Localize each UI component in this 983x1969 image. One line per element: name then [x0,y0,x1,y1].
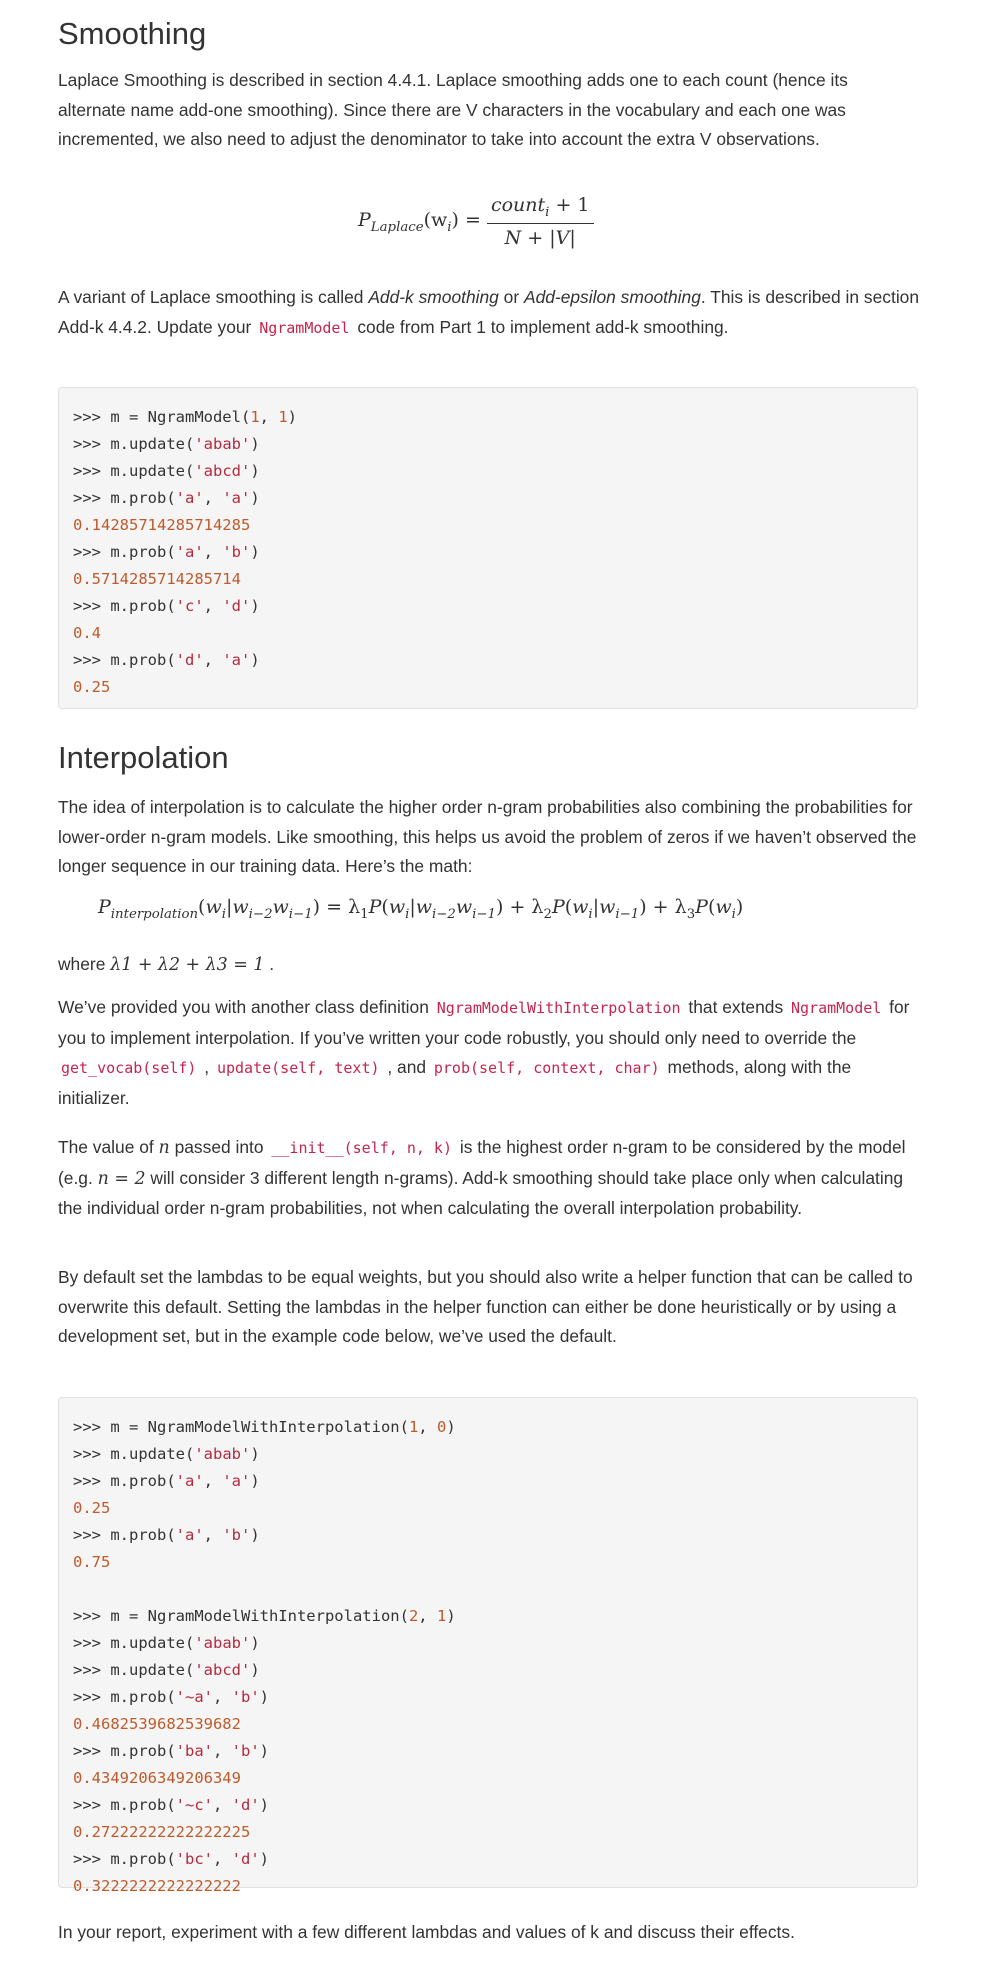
add-k-text-d: code from Part 1 to implement add-k smoothing. [352,316,729,337]
code-prompt: >>> [73,543,111,561]
code-text: ) [250,543,260,561]
code-prompt: >>> [73,435,111,453]
code-text: ) [250,651,260,669]
code-string: 'b' [222,1526,251,1544]
n-value-text-d: will consider 3 different length n-grams). Add-k smoothing should take place only when calculating the individual order n-gram probabilities, not when calculating the overall interpolation probability. [58,1167,904,1218]
code-text: ) [259,1796,269,1814]
code-text: m.prob( [110,1526,176,1544]
interpolation-formula-sub: interpolation [110,906,199,922]
add-k-emphasis: Add-k smoothing [368,287,499,307]
code-text: ) [250,1526,260,1544]
code-string: '~a' [175,1688,213,1706]
class-def-text-e: , and [382,1057,431,1077]
code-text: ) [250,1661,260,1679]
code-input-line [73,1684,903,1711]
code-input-line [73,404,903,431]
code-text: m.update( [110,1445,195,1463]
laplace-lhs-open: (w [423,209,448,232]
code-text: , [212,1850,232,1868]
code-text: m = NgramModel( [110,408,251,426]
code-input-line [73,1414,903,1441]
code-text: m.update( [110,462,195,480]
code-input-line [73,1441,903,1468]
code-input-line [73,1603,903,1630]
code-text: ) [250,1445,260,1463]
code-text: ) [250,462,260,480]
code-input-line [73,1738,903,1765]
code-number: 1 [250,408,260,426]
code-input-line [73,1468,903,1495]
code-text: ) [259,1850,269,1868]
code-prompt: >>> [73,1688,111,1706]
code-prompt: >>> [73,1526,111,1544]
lambdas-default-paragraph: By default set the lambdas to be equal weights, but you should also write a helper function that can be called to overwrite this default. Setting the lambdas in the helper function can either be done heuristically or by using a development set, but in the example code below, we’ve used the default. [58,1267,913,1346]
code-string: 'a' [222,489,251,507]
laplace-lhs-sub: Laplace [370,220,424,236]
add-k-text-b: or [498,287,524,307]
code-prompt: >>> [73,1742,111,1760]
laplace-fraction [487,194,594,249]
code-string: 'd' [175,651,204,669]
lambda-sum-equation: λ1 + λ2 + λ3 = 1 [110,955,265,975]
code-text: , [212,1796,232,1814]
inline-code-interpolation-class: NgramModelWithInterpolation [436,999,681,1017]
class-def-text-b: that extends [683,997,788,1017]
code-string: 'd' [231,1796,260,1814]
code-text: , [212,1742,232,1760]
lambda-constraint-line [58,950,920,981]
class-definition-paragraph [58,993,920,1113]
code-text: ) [259,1688,269,1706]
inline-code-init: __init__(self, n, k) [271,1139,452,1157]
where-end: . [264,954,275,974]
section-heading-smoothing: Smoothing [58,16,207,51]
closing-paragraph: In your report, experiment with a few different lambdas and values of k and discuss their effects. [58,1922,795,1942]
add-epsilon-emphasis: Add-epsilon smoothing [523,287,701,307]
code-input-line [73,485,903,512]
code-string: 'c' [175,597,204,615]
code-text: m.prob( [110,597,176,615]
code-block-smoothing-example [58,387,918,709]
code-text: m.update( [110,1661,195,1679]
code-output-line: 0.4 [73,624,101,642]
code-text: , [418,1418,437,1436]
code-text: , [212,1688,232,1706]
laplace-numerator-sub: i [545,204,550,220]
inline-code-prob: prob(self, context, char) [433,1059,660,1077]
class-def-text-d: , [199,1057,214,1077]
code-string: 'a' [175,1526,204,1544]
code-text: , [418,1607,437,1625]
code-string: 'abab' [194,435,251,453]
code-string: 'a' [175,1472,204,1490]
code-output-line: 0.4349206349206349 [73,1769,241,1787]
code-text: m.prob( [110,1742,176,1760]
code-text: , [203,543,223,561]
inline-code-ngrammodel: NgramModel [790,999,882,1017]
code-text: m.prob( [110,1688,176,1706]
class-def-text-a: We’ve provided you with another class definition [58,997,434,1017]
smoothing-intro-paragraph: Laplace Smoothing is described in section 4.4.1. Laplace smoothing adds one to each count (hence its alternate name add-one smoothing). Since there are V characters in the vocabulary and each one was incremented, we also need to adjust the denominator to take into account the extra V observations. [58,70,848,149]
code-text: ) [250,489,260,507]
code-prompt: >>> [73,597,111,615]
code-number: 1 [436,1607,447,1625]
code-prompt: >>> [73,489,111,507]
code-text: m.prob( [110,1472,176,1490]
inline-code-update: update(self, text) [216,1059,380,1077]
code-input-line [73,1522,903,1549]
code-text: m.prob( [110,1796,176,1814]
code-output-line: 0.3222222222222222 [73,1877,241,1895]
interpolation-intro-paragraph: The idea of interpolation is to calculate the higher order n-gram probabilities also combining the probabilities for lower-order n-gram models. Like smoothing, this helps us avoid the problem of zeros if we haven’t observed the longer sequence in our training data. Here’s the math: [58,797,917,876]
code-text: , [203,1526,223,1544]
code-text: m.prob( [110,1850,176,1868]
code-output-line: 0.4682539682539682 [73,1715,241,1733]
code-text: ) [250,435,260,453]
code-input-line [73,647,903,674]
code-block-interpolation-example [58,1397,918,1895]
n-equals-2: n = 2 [97,1168,146,1189]
code-prompt: >>> [73,1850,111,1868]
code-text: m = NgramModelWithInterpolation( [110,1418,409,1436]
n-value-text-c: is the highest order n-gram to be considered by the model (e.g. [58,1137,906,1188]
code-input-line [73,539,903,566]
class-def-text-f: methods, along with the initializer. [58,1057,852,1108]
code-string: 'd' [231,1850,260,1868]
code-string: 'a' [222,1472,251,1490]
code-number: 1 [408,1418,419,1436]
code-string: 'a' [222,651,251,669]
code-output-line: 0.14285714285714285 [73,516,251,534]
code-number: 0 [436,1418,447,1436]
code-string: 'd' [222,597,251,615]
code-text: , [203,651,223,669]
code-prompt: >>> [73,1796,111,1814]
code-string: '~c' [175,1796,213,1814]
code-text: ) [446,1607,456,1625]
code-output-line: 0.75 [73,1553,111,1571]
add-k-paragraph [58,283,920,343]
interpolation-formula: $P_{interpolation}(w_i|w_{i-2}w_{i-1}) = \lambda_1P(w_i|w_{i-2}w_{i-1}) + \lambda_2P(w_i|w_{i-1}) + \lambda_3P(w_i)$ [98,896,744,922]
code-string: 'bc' [175,1850,213,1868]
code-text: ) [250,1472,260,1490]
code-string: 'b' [231,1742,260,1760]
laplace-lhs-arg-sub: i [447,220,452,236]
inline-code-ngrammodel: NgramModel [259,318,350,337]
code-text: m.prob( [110,489,176,507]
code-text: ) [259,1742,269,1760]
code-output-line: 0.27222222222222225 [73,1823,251,1841]
code-string: 'a' [175,489,204,507]
code-output-line: 0.25 [73,1499,111,1517]
n-value-paragraph [58,1133,920,1224]
code-blank-line [73,1576,903,1603]
code-prompt: >>> [73,651,111,669]
code-output-line: 0.25 [73,678,111,696]
code-text: ) [250,597,260,615]
code-text: m.prob( [110,651,176,669]
laplace-lhs-p: P [358,209,371,232]
code-prompt: >>> [73,1472,111,1490]
class-def-text-c: for you to implement interpolation. If you’ve written your code robustly, you should only need to override the [58,997,910,1048]
code-input-line [73,1846,903,1873]
add-k-text-c: . This is described in section Add-k 4.4.2. Update your [58,287,920,337]
laplace-lhs-close: ) = [451,209,481,232]
code-string: 'abab' [194,1634,251,1652]
code-text: , [259,408,279,426]
laplace-numerator-plus: + 1 [549,194,590,216]
n-variable: n [158,1138,170,1158]
code-text: ) [287,408,298,426]
where-word: where [58,954,106,974]
section-heading-interpolation: Interpolation [58,740,229,775]
n-value-text-a: The value of [58,1137,159,1157]
code-prompt: >>> [73,1418,111,1436]
code-text: m.update( [110,435,195,453]
code-prompt: >>> [73,1661,111,1679]
laplace-formula [358,194,718,249]
code-input-line [73,1792,903,1819]
code-text: ) [250,1634,260,1652]
code-text: , [203,597,223,615]
code-number: 2 [408,1607,419,1625]
code-text: , [203,1472,223,1490]
code-input-line [73,1630,903,1657]
code-string: 'ba' [175,1742,213,1760]
code-prompt: >>> [73,462,111,480]
code-prompt: >>> [73,1634,111,1652]
n-value-text-b: passed into [169,1137,269,1157]
code-text: m = NgramModelWithInterpolation( [110,1607,409,1625]
code-text: ) [446,1418,456,1436]
inline-code-get-vocab: get_vocab(self) [61,1059,197,1077]
laplace-numerator: count [490,194,546,216]
code-prompt: >>> [73,1607,111,1625]
code-string: 'a' [175,543,204,561]
code-input-line [73,1657,903,1684]
code-prompt: >>> [73,1445,111,1463]
code-input-line [73,458,903,485]
code-number: 1 [278,408,288,426]
code-string: 'b' [231,1688,260,1706]
code-text: m.update( [110,1634,195,1652]
code-text: , [203,489,223,507]
code-prompt: >>> [73,408,111,426]
code-input-line [73,431,903,458]
laplace-denominator: N + |V| [504,226,576,249]
code-string: 'b' [222,543,251,561]
code-string: 'abcd' [194,462,251,480]
code-input-line [73,593,903,620]
code-string: 'abab' [194,1445,251,1463]
code-text: m.prob( [110,543,176,561]
code-output-line: 0.5714285714285714 [73,570,241,588]
add-k-text-a: A variant of Laplace smoothing is called [58,287,369,307]
code-string: 'abcd' [194,1661,251,1679]
